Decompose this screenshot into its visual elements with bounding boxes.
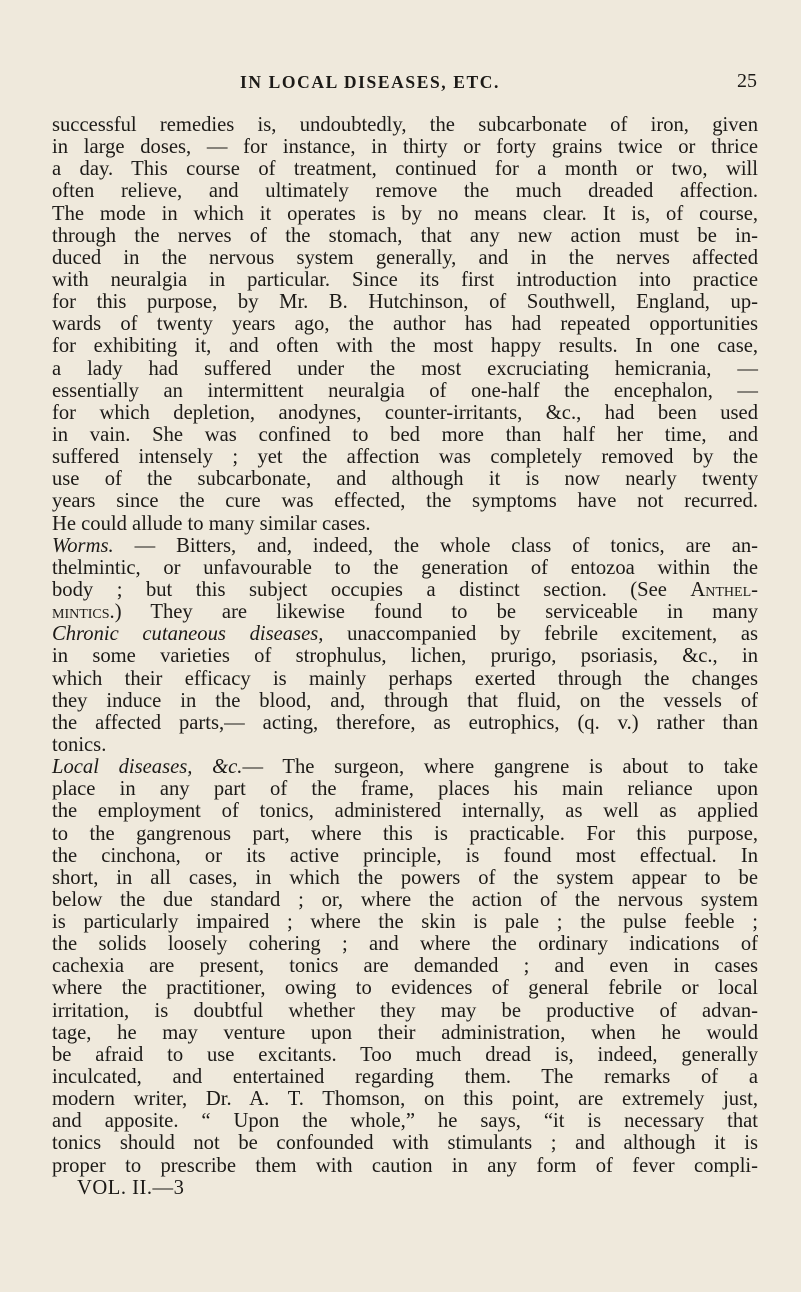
text-line: He could allude to many similar cases. xyxy=(52,512,371,535)
text-line: where the practitioner, owing to evidences of general febrile or local xyxy=(52,977,758,1000)
text-line: through the nerves of the stomach, that any new action must be in- xyxy=(52,224,758,247)
worms-heading: Worms. xyxy=(52,534,114,557)
text-line: years since the cure was effected, the symptoms have not recurred. xyxy=(52,490,758,513)
text-line: essentially an intermittent neuralgia of one-half the encephalon, — xyxy=(52,379,758,402)
cross-reference-mintics: mintics. xyxy=(52,601,115,624)
text-line: the employment of tonics, administered internally, as well as applied xyxy=(52,800,758,823)
worms-line-ref-cont xyxy=(52,601,758,623)
text-line: cachexia are present, tonics are demanded ; and even in cases xyxy=(52,955,758,978)
text-line: a lady had suffered under the most excruciating hemicrania, — xyxy=(52,357,758,380)
worms-line-ref xyxy=(52,579,758,601)
text-line: place in any part of the frame, places his main reliance upon xyxy=(52,778,758,801)
text-line: thelmintic, or unfavourable to the generation of entozoa within the xyxy=(52,556,758,579)
text-line: inculcated, and entertained regarding them. The remarks of a xyxy=(52,1066,758,1089)
text-line: The mode in which it operates is by no means clear. It is, of course, xyxy=(52,202,758,225)
text-line: short, in all cases, in which the powers of the system appear to be xyxy=(52,866,758,889)
text-line: in some varieties of strophulus, lichen, prurigo, psoriasis, &c., in xyxy=(52,645,758,668)
text-line: the solids loosely cohering ; and where the ordinary indications of xyxy=(52,933,758,956)
text-line: wards of twenty years ago, the author has had repeated opportunities xyxy=(52,313,758,336)
local-line1-rest: — The surgeon, where gangrene is about to take xyxy=(242,756,758,779)
text-line: be afraid to use excitants. Too much dread is, indeed, generally xyxy=(52,1043,758,1066)
text-line: in vain. She was confined to bed more than half her time, and xyxy=(52,423,758,446)
text-line: for which depletion, anodynes, counter-irritants, &c., had been used xyxy=(52,401,758,424)
text-line: proper to prescribe them with caution in any form of fever compli- xyxy=(52,1154,758,1177)
text-line: duced in the nervous system generally, and in the nerves affected xyxy=(52,246,758,269)
worms-line1-rest: — Bitters, and, indeed, the whole class of tonics, are an- xyxy=(113,534,758,557)
signature-mark: VOL. II.—3 xyxy=(77,1176,185,1199)
page-number: 25 xyxy=(737,70,757,92)
text-line: tage, he may venture upon their administration, when he would xyxy=(52,1021,758,1044)
text-line: suffered intensely ; yet the affection was completely removed by the xyxy=(52,446,758,469)
running-head: IN LOCAL DISEASES, ETC. xyxy=(240,72,501,92)
text-line: which their efficacy is mainly perhaps exerted through the changes xyxy=(52,667,758,690)
text-line: to the gangrenous part, where this is practicable. For this purpose, xyxy=(52,822,758,845)
text-line: in large doses, — for instance, in thirty or forty grains twice or thrice xyxy=(52,136,758,159)
chronic-line1-rest: unaccompanied by febrile excitement, as xyxy=(323,623,758,646)
local-heading: Local diseases, &c. xyxy=(52,756,243,779)
worms-paragraph-start xyxy=(52,535,758,557)
text-line: a day. This course of treatment, continued for a month or two, will xyxy=(52,158,758,181)
text-line: the affected parts,— acting, therefore, as eutrophics, (q. v.) rather than xyxy=(52,711,758,734)
text-line: for exhibiting it, and often with the most happy results. In one case, xyxy=(52,335,758,358)
local-paragraph-start xyxy=(52,756,758,778)
worms-line3-start: body ; but this subject occupies a distinct section. (See xyxy=(52,578,691,601)
text-line: modern writer, Dr. A. T. Thomson, on this point, are extremely just, xyxy=(52,1088,758,1111)
text-line: the cinchona, or its active principle, is found most effectual. In xyxy=(52,844,758,867)
worms-line4-rest: ) They are likewise found to be serviceable in many xyxy=(114,601,758,624)
text-line: tonics. xyxy=(52,733,107,756)
text-line: successful remedies is, undoubtedly, the subcarbonate of iron, given xyxy=(52,114,758,136)
chronic-paragraph-start xyxy=(52,623,758,645)
text-line: tonics should not be confounded with stimulants ; and although it is xyxy=(52,1132,758,1155)
text-line: use of the subcarbonate, and although it is now nearly twenty xyxy=(52,468,758,491)
text-line: and apposite. “ Upon the whole,” he says, “it is necessary that xyxy=(52,1110,758,1133)
chronic-heading: Chronic cutaneous diseases, xyxy=(52,623,324,646)
text-line: is particularly impaired ; where the skin is pale ; the pulse feeble ; xyxy=(52,911,758,934)
cross-reference-anthelmintics: Anthel- xyxy=(690,578,758,601)
text-line: below the due standard ; or, where the action of the nervous system xyxy=(52,888,758,911)
body-text xyxy=(52,114,758,1199)
text-line: irritation, is doubtful whether they may be productive of advan- xyxy=(52,999,758,1022)
text-line: for this purpose, by Mr. B. Hutchinson, of Southwell, England, up- xyxy=(52,291,758,314)
text-line: they induce in the blood, and, through that fluid, on the vessels of xyxy=(52,689,758,712)
text-line: often relieve, and ultimately remove the much dreaded affection. xyxy=(52,180,758,203)
text-line: with neuralgia in particular. Since its first introduction into practice xyxy=(52,268,758,291)
